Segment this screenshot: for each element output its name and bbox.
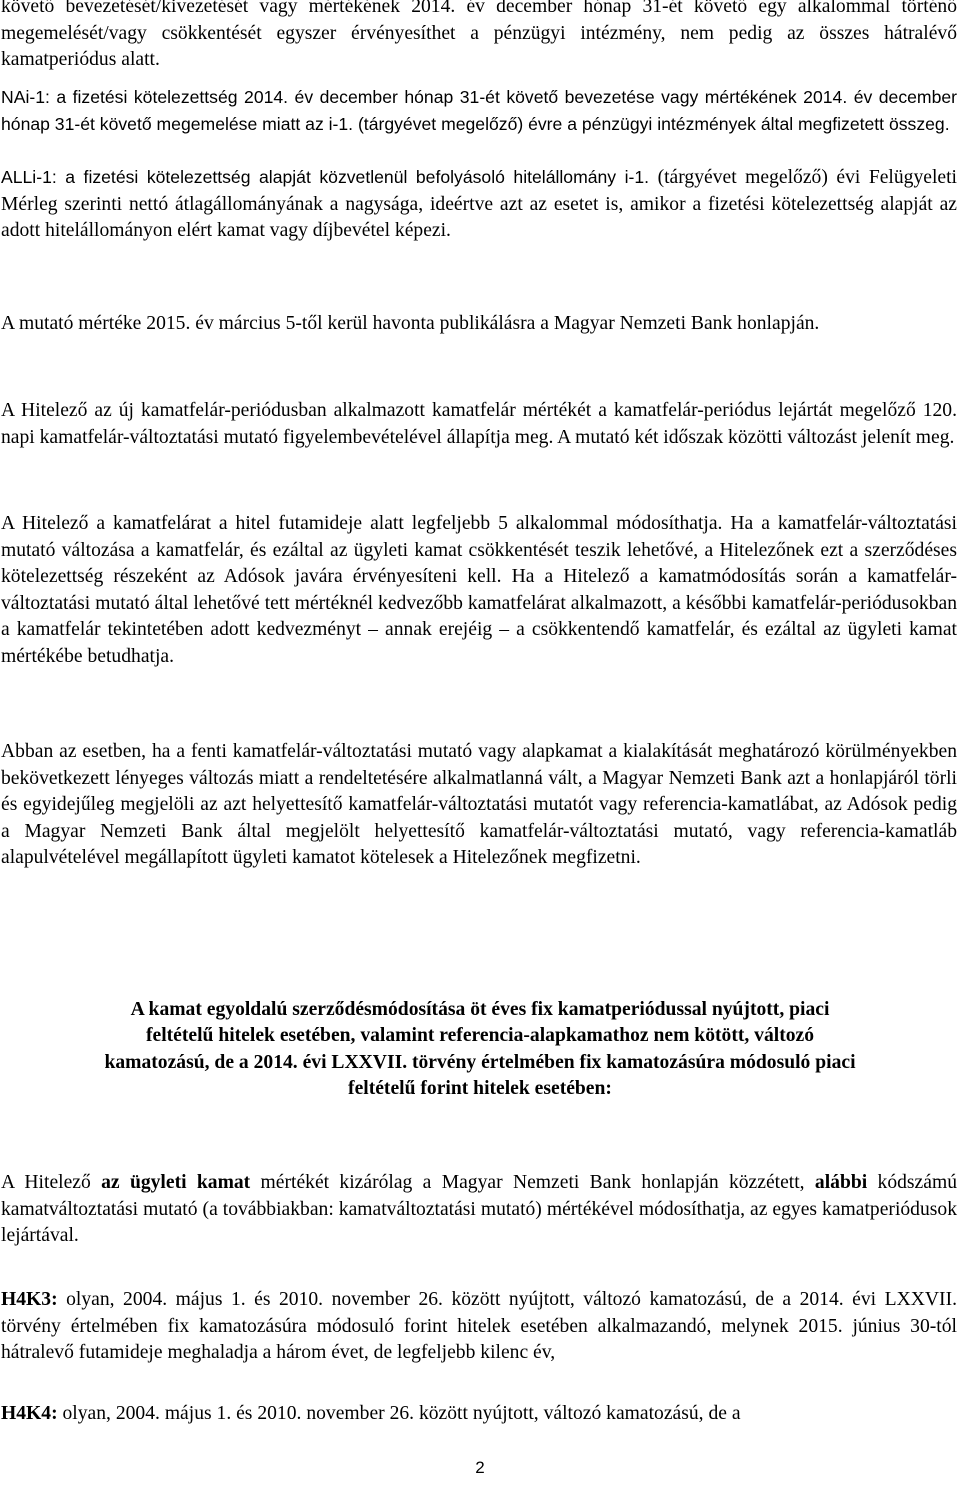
heading-line: kamatozású, de a 2014. évi LXXVII. törvény értelmében fix kamatozásúra módosuló piaci [104,1051,856,1073]
paragraph-intro: követő bevezetését/kivezetését vagy mértékének 2014. év december hónap 31-ét követő egy alkalommal történő megemelését/vagy csökkentését egyszer érvényesíthet a pénzügyi intézmény, nem pedig az összes hátralévő kamatperiódus alatt. [1,0,957,71]
code-label-h4k3: H4K3: [1,1289,58,1310]
page-number: 2 [475,1458,485,1477]
heading-line: feltételű hitelek esetében, valamint referencia-alapkamathoz nem kötött, változó [145,1025,815,1047]
heading-line: A kamat egyoldalú szerződésmódosítása öt éves fix kamatperiódussal nyújtott, piaci [130,999,830,1020]
paragraph-h4k4 [1,1401,957,1428]
paragraph-mutato-mertek: A mutató mértéke 2015. év március 5-től kerül havonta publikálásra a Magyar Nemzeti Bank honlapján. [1,313,820,334]
bold-run: az ügyleti kamat [101,1172,251,1193]
text-run: A Hitelező [1,1172,102,1193]
h4k4-text: olyan, 2004. május 1. és 2010. november 26. között nyújtott, változó kamatozású, de a [57,1403,741,1424]
alli-definition-text: (tárgyévet megelőző) évi Felügyeleti Mérleg szerinti nettó átlagállományának a nagysága, ideértve azt az esetet is, amikor a fizetési kötelezettség alapját az adott hitelállományon elért kamat vagy díjbevétel képezi. [1,167,957,242]
code-label-h4k4: H4K4: [1,1403,58,1424]
section-heading [0,997,960,1103]
paragraph-nai-definition: NAi-1: a fizetési kötelezettség 2014. év december hónap 31-ét követő bevezetése vagy mértékének 2014. év december hónap 31-ét követő megemelése miatt az i-1. (tárgyévet megelőző) évre a pénzügyi intézmények által megfizetett összeg. [1,87,957,134]
alli-definition-term: ALLi-1: a fizetési kötelezettség alapját közvetlenül befolyásoló hitelállomány i-1. [1,167,650,187]
bold-run: alábbi [814,1172,868,1193]
text-run: mértékét kizárólag a Magyar Nemzeti Bank honlapján közzétett, [250,1172,815,1193]
paragraph-alli-definition [1,164,957,245]
text-run: kódszámú kamatváltoztatási mutató (a továbbiakban: kamatváltoztatási mutató) mértékével módosíthatja, az egyes kamatperiódusok lejártával. [1,1172,957,1247]
paragraph-hitelezo-ugyleti-kamat [1,1170,957,1250]
paragraph-abban-az-esetben: Abban az esetben, ha a fenti kamatfelár-változtatási mutató vagy alapkamat a kialakítását meghatározó körülményekben bekövetkezett lényeges változás miatt a rendeltetésére alkalmatlanná vált, a Magyar Nemzeti Bank azt a honlapjáról törli és egyidejűleg megjelöli az azt helyettesítő kamatfelár-változtatási mutatót vagy referencia-kamatlábat, az Adósok pedig a Magyar Nemzeti Bank által megjelölt helyettesítő kamatfelár-változtatási mutató, vagy referencia-kamatláb alapulvételével megállapított ügyleti kamatot kötelesek a Hitelezőnek megfizetni. [1,741,957,869]
h4k3-text: olyan, 2004. május 1. és 2010. november 26. között nyújtott, változó kamatozású, de a 2014. évi LXXVII. törvény értelmében fix kamatozásúra módosuló forint hitelek esetében alkalmazandó, melynek 2015. június 30-tól hátralevő futamideje meghaladja a három évet, de legfeljebb kilenc év, [1,1289,957,1364]
heading-line: feltételű forint hitelek esetében: [348,1078,612,1100]
paragraph-h4k3 [1,1287,957,1367]
paragraph-hitelezo-kamatfelar-modositas: A Hitelező a kamatfelárat a hitel futamideje alatt legfeljebb 5 alkalommal módosíthatja. Ha a kamatfelár-változtatási mutató változása a kamatfelár, és ezáltal az ügyleti kamat csökkentését teszik lehetővé, a Hitelezőnek ezt a szerződéses kötelezettség részeként az Adósok javára érvényesíteni kell. Ha a Hitelező a kamatmódosítás során a kamatfelár-változtatási mutató által lehetővé tett mértéknél kedvezőbb kamatfelárat alkalmazott, a későbbi kamatfelár-periódusokban a kamatfelár tekintetében adott kedvezményt – annak erejéig – a csökkentendő kamatfelár, és ezáltal az ügyleti kamat mértékébe betudhatja. [1,513,957,667]
paragraph-hitelezo-uj-kamatfelar: A Hitelező az új kamatfelár-periódusban alkalmazott kamatfelár mértékét a kamatfelár-periódus lejártát megelőző 120. napi kamatfelár-változtatási mutató figyelembevételével állapítja meg. A mutató két időszak közötti változást jelenít meg. [1,400,957,448]
